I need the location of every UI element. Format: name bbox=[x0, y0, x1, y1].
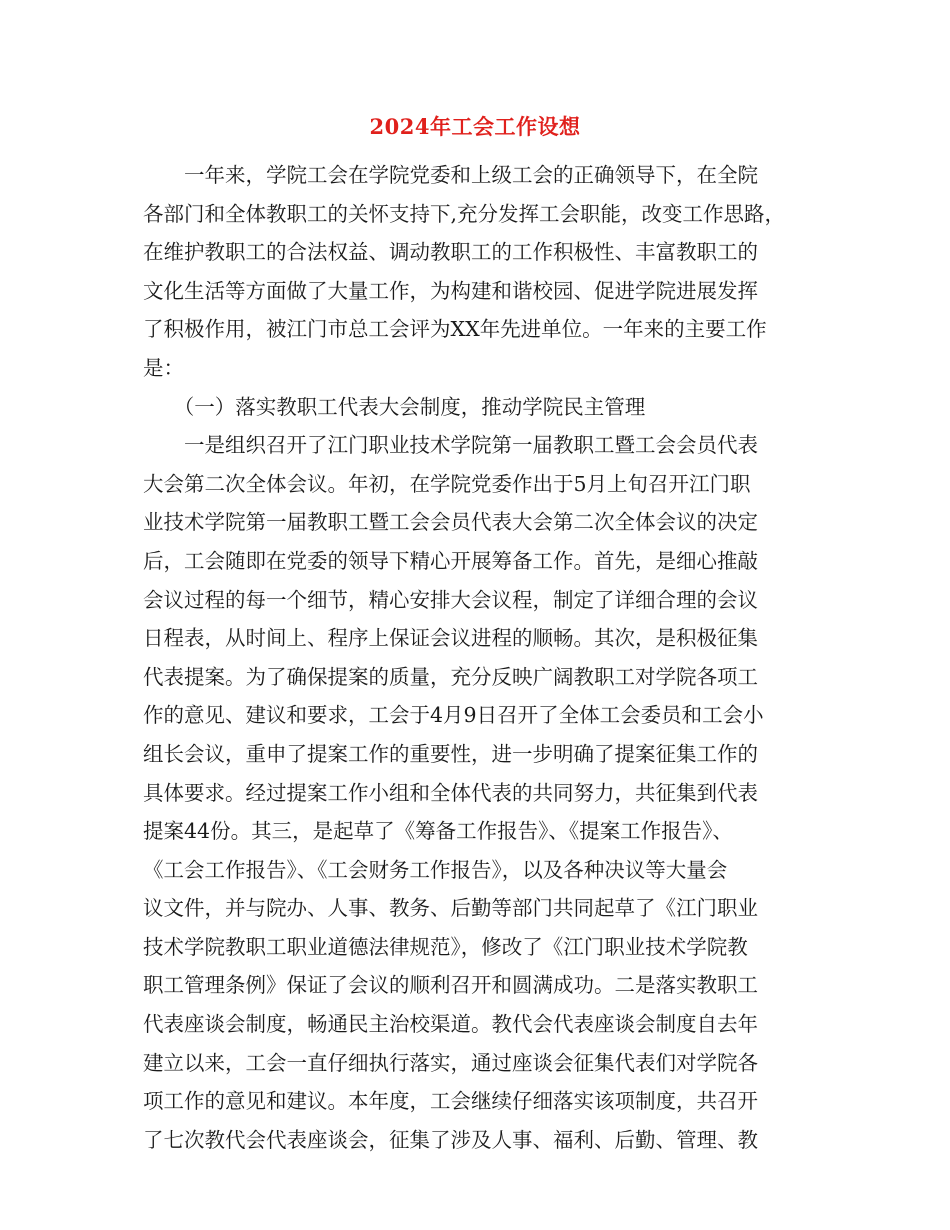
text-line: 议文件，并与院办、人事、教务、后勤等部门共同起草了《江门职业 bbox=[143, 896, 758, 921]
text-line: 会议过程的每一个细节，精心安排大会议程，制定了详细合理的会议 bbox=[143, 587, 758, 612]
text-line: 业技术学院第一届教职工暨工会会员代表大会第二次全体会议的决定 bbox=[143, 510, 758, 535]
text-line: 技术学院教职工职业道德法律规范》，修改了《江门职业技术学院教 bbox=[143, 934, 748, 959]
text-line: 项工作的意见和建议。本年度，工会继续仔细落实该项制度，共召开 bbox=[143, 1089, 758, 1114]
text-line: 一年来，学院工会在学院党委和上级工会的正确领导下，在全院 bbox=[143, 163, 758, 187]
text-line: 建立以来，工会一直仔细执行落实，通过座谈会征集代表们对学院各 bbox=[143, 1050, 758, 1075]
text-line: 日程表，从时间上、程序上保证会议进程的顺畅。其次，是积极征集 bbox=[143, 626, 758, 651]
text-line: 具体要求。经过提案工作小组和全体代表的共同努力，共征集到代表 bbox=[143, 780, 758, 805]
text-line: 代表座谈会制度，畅通民主治校渠道。教代会代表座谈会制度自去年 bbox=[143, 1012, 758, 1037]
section-heading: （一）落实教职工代表大会制度，推动学院民主管理 bbox=[143, 394, 646, 419]
text-line: 了积极作用，被江门市总工会评为XX年先进单位。一年来的主要工作 bbox=[143, 317, 767, 342]
text-line: 大会第二次全体会议。年初，在学院党委作出于5月上旬召开江门职 bbox=[143, 471, 751, 496]
text-line: 后，工会随即在党委的领导下精心开展筹备工作。首先，是细心推敲 bbox=[143, 548, 758, 573]
text-line: 在维护教职工的合法权益、调动教职工的工作积极性、丰富教职工的 bbox=[143, 240, 758, 265]
text-line: 各部门和全体教职工的关怀支持下,充分发挥工会职能，改变工作思路， bbox=[143, 201, 786, 226]
text-line: 作的意见、建议和要求，工会于4月9日召开了全体工会委员和工会小 bbox=[143, 703, 764, 728]
text-line: 职工管理条例》保证了会议的顺利召开和圆满成功。二是落实教职工 bbox=[143, 973, 758, 998]
document-body bbox=[143, 156, 813, 1159]
text-line: 代表提案。为了确保提案的质量，充分反映广阔教职工对学院各项工 bbox=[143, 664, 758, 689]
document-title: 2024年工会工作设想 bbox=[369, 114, 581, 139]
text-line: 《工会工作报告》、《工会财务工作报告》，以及各种决议等大量会 bbox=[143, 857, 728, 882]
text-line: 文化生活等方面做了大量工作，为构建和谐校园、促进学院进展发挥 bbox=[143, 278, 758, 303]
text-line: 一是组织召开了江门职业技术学院第一届教职工暨工会会员代表 bbox=[143, 433, 758, 458]
text-line: 是： bbox=[143, 355, 184, 380]
text-line: 了七次教代会代表座谈会，征集了涉及人事、福利、后勤、管理、教 bbox=[143, 1127, 758, 1152]
text-line: 提案44份。其三，是起草了《筹备工作报告》、《提案工作报告》、 bbox=[143, 819, 733, 844]
text-line: 组长会议，重申了提案工作的重要性，进一步明确了提案征集工作的 bbox=[143, 741, 758, 766]
